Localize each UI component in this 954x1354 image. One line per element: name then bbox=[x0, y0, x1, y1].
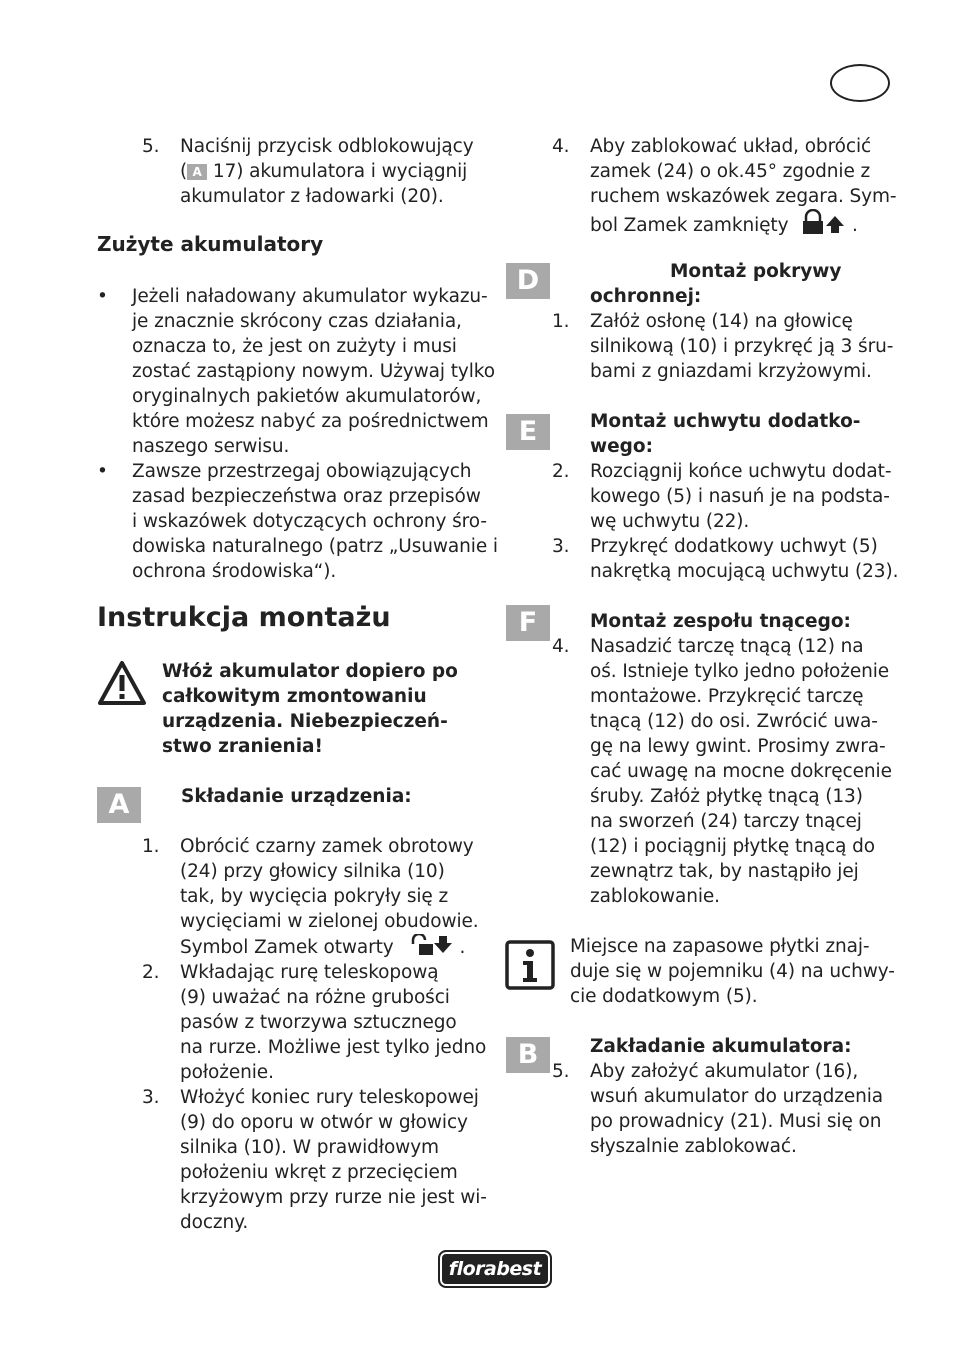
step-number: 1. bbox=[552, 311, 570, 332]
text-line: kowego (5) i nasuń je na podsta- bbox=[590, 486, 890, 507]
step-3 bbox=[142, 1085, 502, 1235]
text-line: nakrętką mocującą uchwytu (23). bbox=[590, 561, 899, 582]
figure-a-badge: A bbox=[187, 164, 207, 180]
section-b-heading: Zakładanie akumulatora: bbox=[590, 1036, 852, 1057]
text-line: Nasadzić tarczę tnącą (12) na bbox=[590, 636, 864, 657]
step-number: 5. bbox=[142, 136, 160, 157]
text-line: zasad bezpieczeństwa oraz przepisów bbox=[132, 486, 481, 507]
section-b-marker: B bbox=[506, 1037, 550, 1073]
text-line: urządzenia. Niebezpieczeń- bbox=[162, 711, 448, 732]
info-note bbox=[570, 934, 895, 1009]
text-line: słyszalnie zablokować. bbox=[590, 1136, 797, 1157]
left-step-5 bbox=[142, 134, 492, 209]
lock-symbol-icon bbox=[802, 209, 846, 235]
section-b-step-5 bbox=[552, 1059, 912, 1159]
step-number: 2. bbox=[552, 461, 570, 482]
text-line: oryginalnych pakietów akumulatorów, bbox=[132, 386, 482, 407]
text-line: Symbol Zamek otwarty . bbox=[180, 934, 502, 960]
assembly-heading: Instrukcja montażu bbox=[97, 602, 391, 633]
text-line: (9) do oporu w otwór w głowicy bbox=[180, 1112, 468, 1133]
text-line: (9) uważać na różne grubości bbox=[180, 987, 450, 1008]
text-line: zablokowanie. bbox=[590, 886, 720, 907]
unlock-symbol-icon bbox=[409, 934, 459, 956]
text-line: ( A 17) akumulatora i wyciągnij bbox=[180, 161, 468, 182]
text-line: Naciśnij przycisk odblokowujący bbox=[180, 136, 474, 157]
text-line: zamek (24) o ok.45° zgodnie z bbox=[590, 161, 871, 182]
text-line: Przykręć dodatkowy uchwyt (5) bbox=[590, 536, 878, 557]
step-3 bbox=[552, 534, 912, 584]
text-line: tnącą (12) do osi. Zwrócić uwa- bbox=[590, 711, 878, 732]
text-line: akumulator z ładowarki (20). bbox=[180, 186, 444, 207]
text-line: ochrona środowiska“). bbox=[132, 561, 337, 582]
text-line: Obrócić czarny zamek obrotowy bbox=[180, 836, 474, 857]
step-number: 4. bbox=[552, 136, 570, 157]
text-line: Jeżeli naładowany akumulator wykazu- bbox=[132, 286, 488, 307]
section-a-heading: Składanie urządzenia: bbox=[181, 786, 412, 807]
text-line: stwo zranienia! bbox=[162, 736, 323, 757]
text-line: dowiska naturalnego (patrz „Usuwanie i bbox=[132, 536, 498, 557]
text-line: cać uwagę na mocne dokręcenie bbox=[590, 761, 892, 782]
text-line: tak, by wycięcia pokryły się z bbox=[180, 886, 449, 907]
section-e-steps bbox=[552, 459, 912, 584]
step-number: 3. bbox=[552, 536, 570, 557]
text-line: doczny. bbox=[180, 1212, 249, 1233]
text-line: na sworzeń (24) tarczy tnącej bbox=[590, 811, 862, 832]
text-line: cie dodatkowym (5). bbox=[570, 986, 758, 1007]
list-item bbox=[97, 284, 497, 459]
text-line: wego: bbox=[590, 436, 653, 457]
text-line: Montaż pokrywy bbox=[670, 261, 842, 282]
bullet: • bbox=[97, 286, 108, 307]
step-number: 4. bbox=[552, 636, 570, 657]
step-1 bbox=[142, 834, 502, 960]
text-line: naszego serwisu. bbox=[132, 436, 290, 457]
text-line: ruchem wskazówek zegara. Sym- bbox=[590, 186, 897, 207]
section-d-marker: D bbox=[506, 263, 550, 299]
section-f-marker: F bbox=[506, 605, 550, 641]
text-line: silnika (10). W prawidłowym bbox=[180, 1137, 439, 1158]
text-line: Aby zablokować układ, obrócić bbox=[590, 136, 872, 157]
text-line: na rurze. Możliwe jest tylko jedno bbox=[180, 1037, 487, 1058]
text-line: zostać zastąpiony nowym. Używaj tylko bbox=[132, 361, 495, 382]
text-line: które możesz nabyć za pośrednictwem bbox=[132, 411, 489, 432]
warning-icon bbox=[97, 660, 147, 706]
section-e-heading bbox=[590, 409, 860, 459]
section-f-step-4 bbox=[552, 634, 912, 909]
text-line: Zawsze przestrzegaj obowiązujących bbox=[132, 461, 472, 482]
section-d-heading bbox=[590, 259, 841, 309]
step-number: 2. bbox=[142, 962, 160, 983]
text-line: oznacza to, że jest on zużyty i musi bbox=[132, 336, 457, 357]
list-item bbox=[97, 459, 497, 584]
text-line: gę na lewy gwint. Prosimy zwra- bbox=[590, 736, 886, 757]
text-line: śruby. Załóż płytkę tnącą (13) bbox=[590, 786, 863, 807]
section-a-marker: A bbox=[97, 787, 141, 823]
bullet-list bbox=[97, 284, 497, 584]
text-line: montażowe. Przykręcić tarczę bbox=[590, 686, 864, 707]
used-batteries-heading: Zużyte akumulatory bbox=[97, 232, 324, 256]
text-line: Montaż uchwytu dodatko- bbox=[590, 411, 861, 432]
right-step-4 bbox=[552, 134, 912, 238]
florabest-logo bbox=[438, 1250, 552, 1288]
section-f-heading: Montaż zespołu tnącego: bbox=[590, 611, 851, 632]
text-line: całkowitym zmontowaniu bbox=[162, 686, 427, 707]
text-line: wę uchwytu (22). bbox=[590, 511, 750, 532]
text-line: Aby założyć akumulator (16), bbox=[590, 1061, 859, 1082]
section-a-steps bbox=[142, 834, 502, 1235]
logo-text: florabest bbox=[448, 1258, 542, 1280]
page-language-badge bbox=[830, 64, 890, 102]
text-line: duje się w pojemniku (4) na uchwy- bbox=[570, 961, 895, 982]
text-line: oś. Istnieje tylko jedno położenie bbox=[590, 661, 890, 682]
text-line: ochronnej: bbox=[590, 286, 702, 307]
text-line: (24) przy głowicy silnika (10) bbox=[180, 861, 445, 882]
text-line: silnikową (10) i przykręć ją 3 śru- bbox=[590, 336, 894, 357]
text-line: po prowadnicy (21). Musi się on bbox=[590, 1111, 882, 1132]
step-number: 1. bbox=[142, 836, 160, 857]
bullet: • bbox=[97, 461, 108, 482]
info-icon bbox=[505, 940, 555, 990]
text-line: Włożyć koniec rury teleskopowej bbox=[180, 1087, 479, 1108]
text-line: położeniu wkręt z przecięciem bbox=[180, 1162, 458, 1183]
text-line: Wkładając rurę teleskopową bbox=[180, 962, 439, 983]
step-number: 5. bbox=[552, 1061, 570, 1082]
text-line: Załóż osłonę (14) na głowicę bbox=[590, 311, 853, 332]
text-line: położenie. bbox=[180, 1062, 274, 1083]
text-line: (12) i pociągnij płytkę tnącą do bbox=[590, 836, 875, 857]
text-line: zewnątrz tak, by nastąpiło jej bbox=[590, 861, 859, 882]
text-line: Miejsce na zapasowe płytki znaj- bbox=[570, 936, 870, 957]
text-line: Włóż akumulator dopiero po bbox=[162, 661, 458, 682]
step-number: 3. bbox=[142, 1087, 160, 1108]
section-e-marker: E bbox=[506, 414, 550, 450]
step-2 bbox=[552, 459, 912, 534]
text-line: wycięciami w zielonej obudowie. bbox=[180, 911, 479, 932]
text-line: je znacznie skrócony czas działania, bbox=[132, 311, 462, 332]
step-2 bbox=[142, 960, 502, 1085]
text-line: Rozciągnij końce uchwytu dodat- bbox=[590, 461, 892, 482]
text-line: wsuń akumulator do urządzenia bbox=[590, 1086, 884, 1107]
text-line: pasów z tworzywa sztucznego bbox=[180, 1012, 457, 1033]
text-line: bol Zamek zamknięty . bbox=[590, 209, 912, 238]
text-line: krzyżowym przy rurze nie jest wi- bbox=[180, 1187, 487, 1208]
section-d-step-1 bbox=[552, 309, 912, 384]
text-line: bami z gniazdami krzyżowymi. bbox=[590, 361, 872, 382]
warning-text bbox=[162, 659, 458, 759]
text-line: i wskazówek dotyczących ochrony śro- bbox=[132, 511, 487, 532]
